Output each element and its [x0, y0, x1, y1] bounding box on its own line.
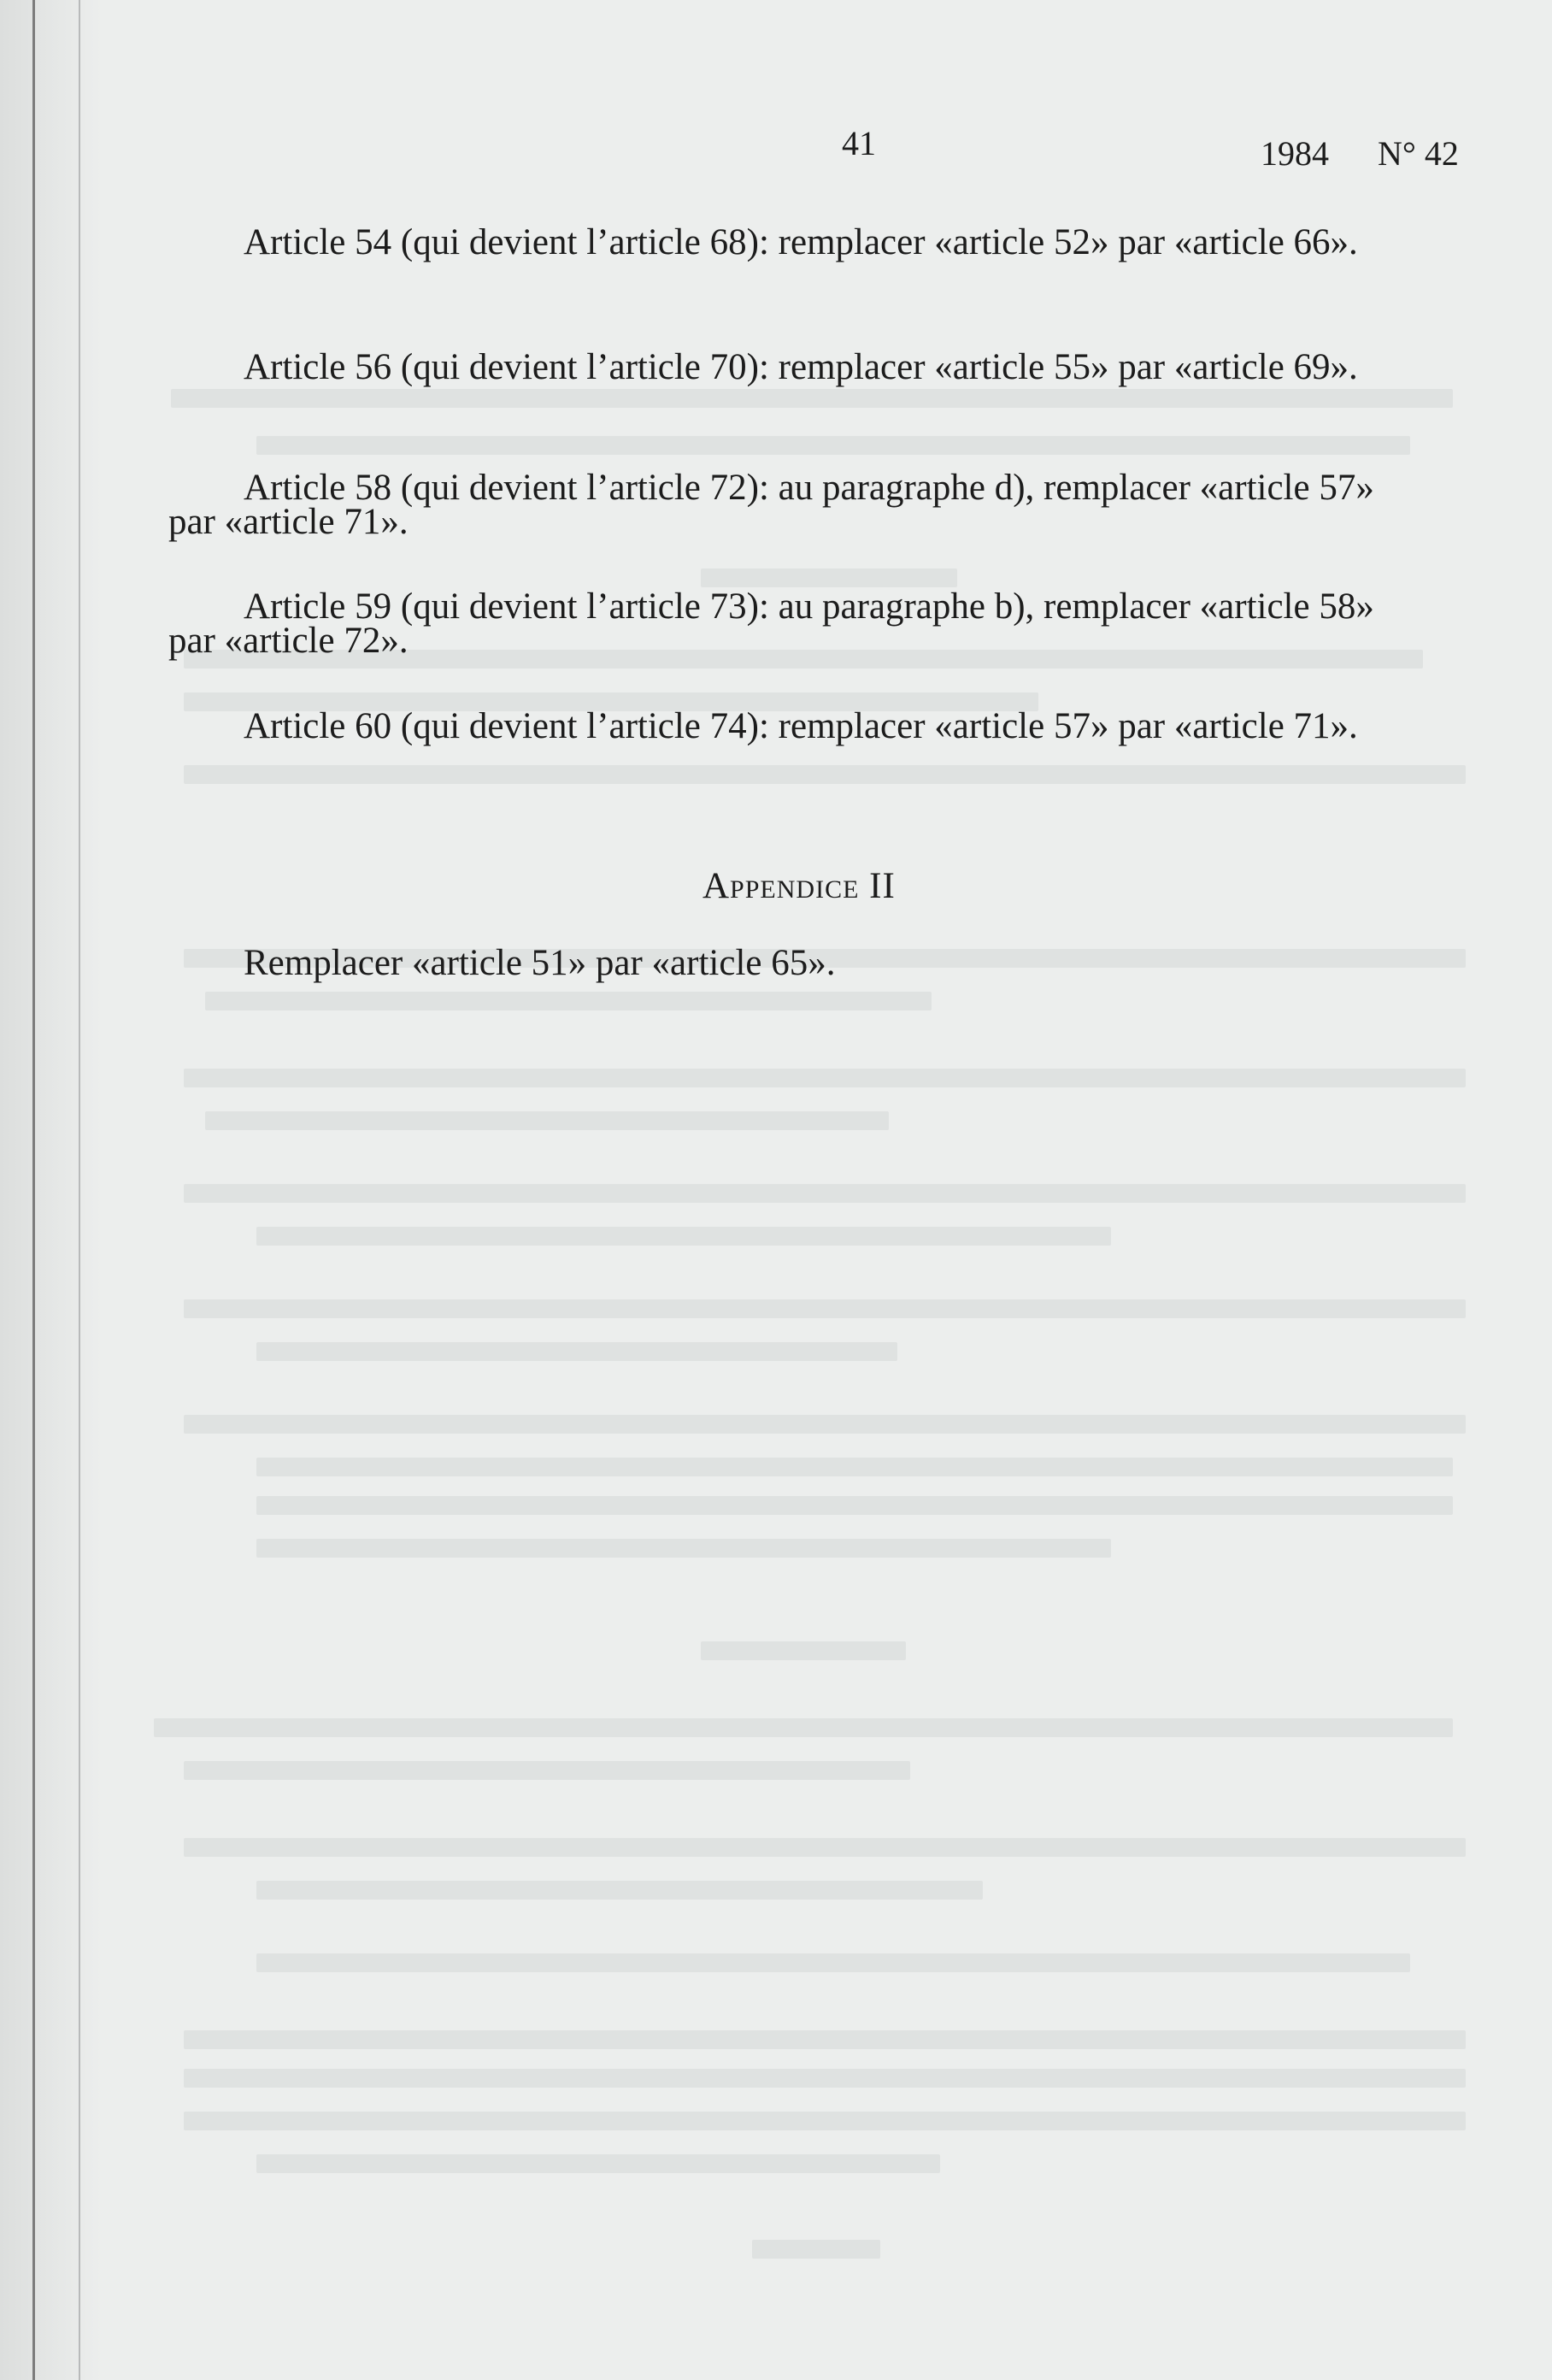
article-58-line-1: Article 58 (qui devient l’article 72): au paragraphe d), remplacer «article 57»	[244, 468, 1374, 508]
appendix-title: Appendice II	[703, 866, 896, 906]
document-number: N° 42	[1378, 134, 1459, 173]
article-59-line-1: Article 59 (qui devient l’article 73): au paragraphe b), remplacer «article 58»	[244, 586, 1374, 627]
document-year: 1984	[1261, 134, 1329, 173]
article-58-line-2: par «article 71».	[168, 502, 409, 542]
book-spine-shadow	[0, 0, 103, 2380]
article-54-line: Article 54 (qui devient l’article 68): remplacer «article 52» par «article 66».	[244, 222, 1358, 262]
appendix-text: Remplacer «article 51» par «article 65».	[244, 943, 836, 983]
page-edge-line	[79, 0, 80, 2380]
article-59-line-2: par «article 72».	[168, 621, 409, 661]
article-60-line: Article 60 (qui devient l’article 74): remplacer «article 57» par «article 71».	[244, 706, 1358, 746]
page-fold-line	[32, 0, 35, 2380]
page-number: 41	[842, 124, 876, 162]
article-56-line: Article 56 (qui devient l’article 70): remplacer «article 55» par «article 69».	[244, 347, 1358, 387]
